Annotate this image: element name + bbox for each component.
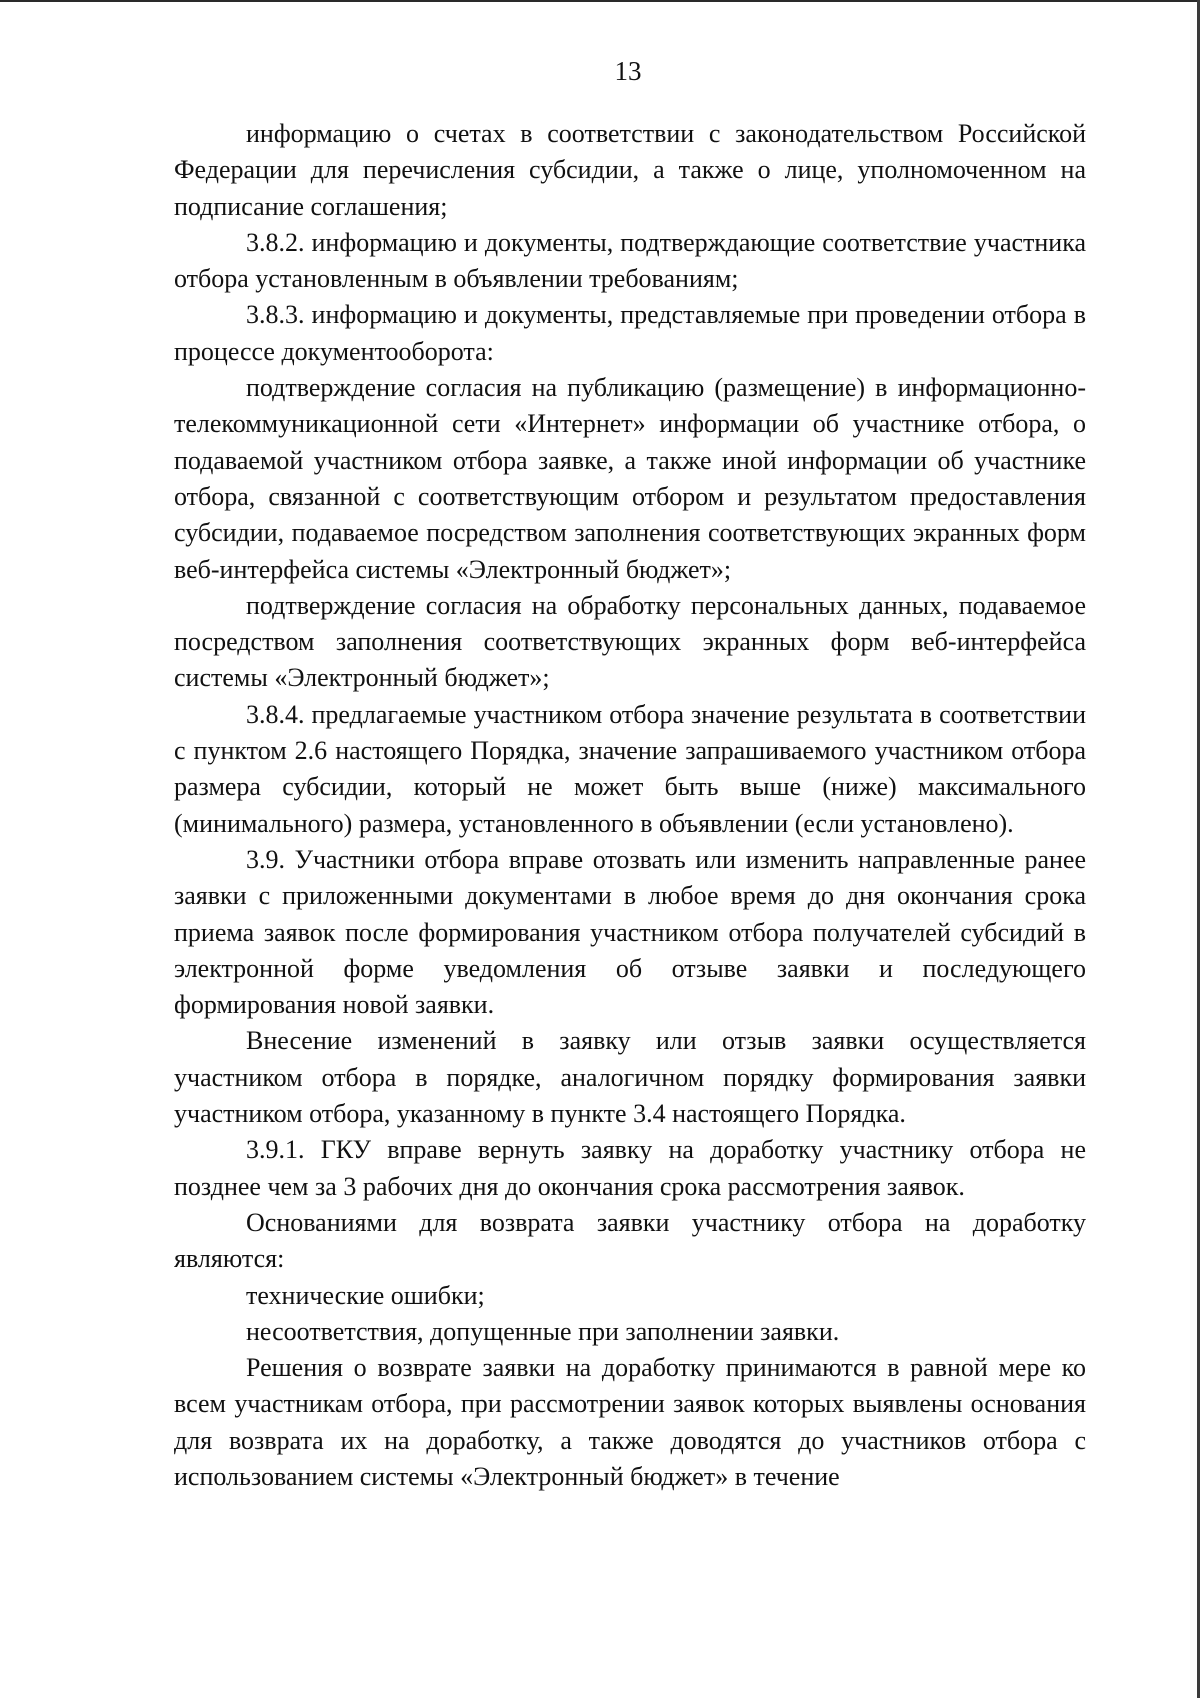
paragraph-publication-consent: подтверждение согласия на публикацию (размещение) в информационно-телекоммуникационной сети «Интернет» информации об участнике отбора, о подаваемой участником отбора заявке, а также иной информации об участнике отбора, связанной с соответствующим отбором и результатом предоставления субсидии, подаваемое посредством заполнения соответствующих экранных форм веб-интерфейса системы «Электронный бюджет»; <box>174 373 1086 584</box>
paragraph-3-8-3: 3.8.3. информацию и документы, представляемые при проведении отбора в процессе документооборота: <box>174 300 1086 366</box>
paragraph-3-9-1: 3.9.1. ГКУ вправе вернуть заявку на доработку участнику отбора не позднее чем за 3 рабочих дня до окончания срока рассмотрения заявок. <box>174 1135 1086 1201</box>
paragraph-return-grounds: Основаниями для возврата заявки участнику отбора на доработку являются: <box>174 1207 1086 1274</box>
page-number: 13 <box>614 56 642 86</box>
paragraph-account-information: информацию о счетах в соответствии с законодательством Российской Федерации для перечисления субсидии, а также о лице, уполномоченном на подписание соглашения; <box>174 119 1086 221</box>
paragraph-inconsistencies: несоответствия, допущенные при заполнении заявки. <box>246 1316 840 1346</box>
document-body <box>174 116 1086 1495</box>
paragraph-3-8-4: 3.8.4. предлагаемые участником отбора значение результата в соответствии с пунктом 2.6 настоящего Порядка, значение запрашиваемого участником отбора размера субсидии, который не может быть выше (ниже) максимального (минимального) размера, установленного в объявлении (если установлено). <box>174 699 1086 838</box>
paragraph-technical-errors: технические ошибки; <box>246 1280 485 1310</box>
paragraph-personal-data-consent: подтверждение согласия на обработку персональных данных, подаваемое посредством заполнения соответствующих экранных форм веб-интерфейса системы «Электронный бюджет»; <box>174 590 1086 693</box>
paragraph-3-9: 3.9. Участники отбора вправе отозвать или изменить направленные ранее заявки с приложенными документами в любое время до дня окончания срока приема заявок после формирования участником отбора получателей субсидий в электронной форме уведомления об отзыве заявки и последующего формирования новой заявки. <box>174 844 1086 1020</box>
paragraph-3-8-2: 3.8.2. информацию и документы, подтверждающие соответствие участника отбора установленным в объявлении требованиям; <box>174 227 1086 294</box>
paragraph-return-decisions: Решения о возврате заявки на доработку принимаются в равной мере ко всем участникам отбора, при рассмотрении заявок которых выявлены основания для возврата их на доработку, а также доводятся до участников отбора с использованием системы «Электронный бюджет» в течение <box>174 1353 1086 1491</box>
paragraph-changes-withdrawal: Внесение изменений в заявку или отзыв заявки осуществляется участником отбора в порядке, аналогичном порядку формирования заявки участником отбора, указанному в пункте 3.4 настоящего Порядка. <box>174 1026 1086 1129</box>
scan-edge-top <box>0 0 1200 2</box>
